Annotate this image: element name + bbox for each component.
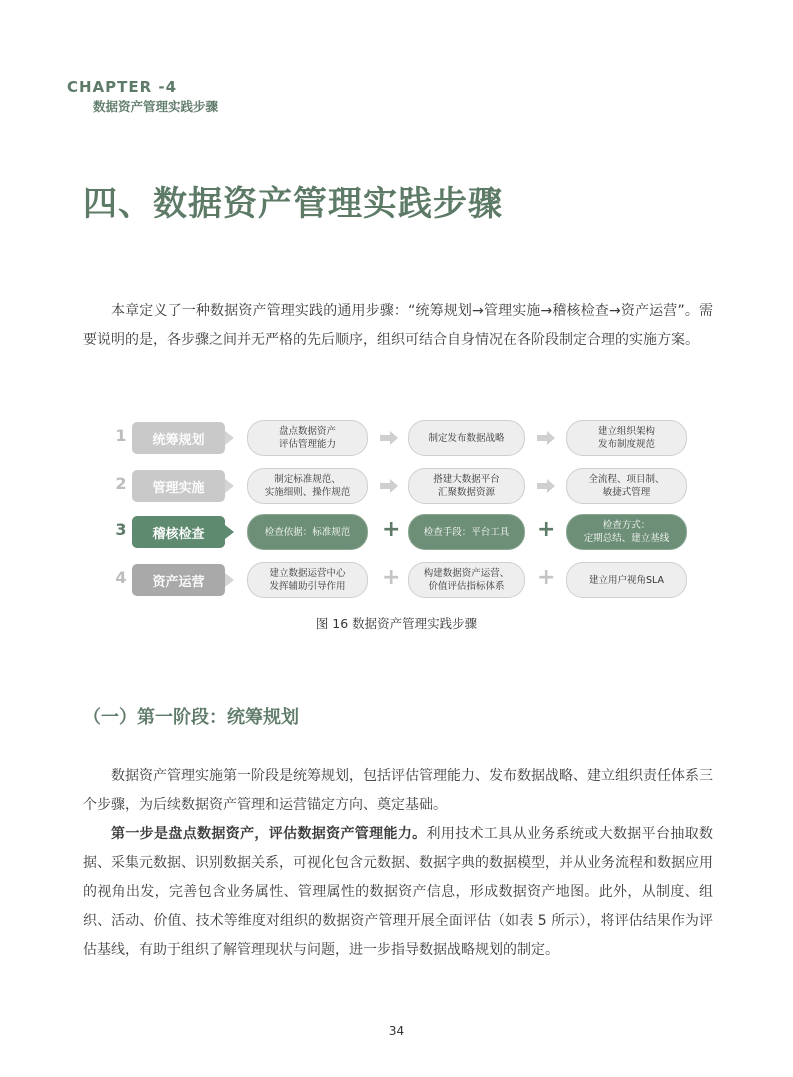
action-box <box>408 468 525 504</box>
action-box <box>566 468 687 504</box>
page-title: 四、数据资产管理实践步骤 <box>83 184 503 224</box>
action-box <box>247 514 368 550</box>
action-text: 制定发布数据战略 <box>428 432 505 444</box>
bold-lead: 第一步是盘点数据资产，评估数据资产管理能力。 <box>111 826 427 842</box>
paragraph-text: 数据资产管理实施第一阶段是统筹规划，包括评估管理能力、发布数据战略、建立组织责任体系三个步骤，为后续数据资产管理和运营锚定方向、奠定基础。 <box>83 768 713 813</box>
action-text: 汇聚数据资源 <box>437 487 495 498</box>
action-text: 全流程、项目制、 <box>588 474 665 485</box>
plus-icon: + <box>537 565 556 590</box>
action-box <box>566 420 687 456</box>
action-text: 评估管理能力 <box>278 439 336 450</box>
action-text: 构建数据资产运营、 <box>423 568 510 579</box>
step-label: 统筹规划 <box>132 422 225 454</box>
step-pointer <box>225 525 234 539</box>
action-text: 价值评估指标体系 <box>428 581 505 592</box>
section-heading: （一）第一阶段：统筹规划 <box>83 707 299 728</box>
step-label: 资产运营 <box>132 564 225 596</box>
action-box <box>408 514 525 550</box>
step-label: 管理实施 <box>132 470 225 502</box>
step-label: 稽核检查 <box>132 516 225 548</box>
chapter-subtitle: 数据资产管理实践步骤 <box>93 99 219 114</box>
action-text: 发挥辅助引导作用 <box>269 581 346 592</box>
action-text: 建立组织架构 <box>597 426 655 437</box>
section-paragraph-2 <box>83 820 713 965</box>
section-paragraph-1 <box>83 762 713 820</box>
action-text: 敏捷式管理 <box>602 487 651 498</box>
chapter-label: CHAPTER -4 <box>67 78 178 96</box>
diagram-row-3 <box>110 514 690 550</box>
diagram-row-1 <box>110 420 690 456</box>
action-box <box>566 514 687 550</box>
figure-caption: 图 16 数据资产管理实践步骤 <box>315 616 478 631</box>
action-text: 发布制度规范 <box>597 439 655 450</box>
action-box <box>247 562 368 598</box>
action-text: 实施细则、操作规范 <box>264 487 351 498</box>
action-text: 制定标准规范、 <box>274 474 341 485</box>
row-number: 3 <box>115 520 127 539</box>
intro-text: 本章定义了一种数据资产管理实践的通用步骤：“统筹规划→管理实施→稽核检查→资产运营”。需要说明的是，各步骤之间并无严格的先后顺序，组织可结合自身情况在各阶段制定合理的实施方案。 <box>83 303 713 348</box>
action-box <box>408 562 525 598</box>
practice-steps-diagram <box>110 418 690 608</box>
action-text: 盘点数据资产 <box>278 426 336 437</box>
plus-icon: + <box>382 517 401 542</box>
step-pointer <box>225 573 234 587</box>
action-box <box>566 562 687 598</box>
action-text: 搭建大数据平台 <box>433 474 500 485</box>
page-number: 34 <box>388 1024 405 1038</box>
row-number: 4 <box>115 568 127 587</box>
row-number: 1 <box>115 426 127 445</box>
action-box <box>247 468 368 504</box>
intro-paragraph <box>83 297 713 355</box>
paragraph-text <box>83 820 713 965</box>
action-text: 建立数据运营中心 <box>269 568 346 579</box>
diagram-row-2 <box>110 468 690 504</box>
paragraph-rest: 利用技术工具从业务系统或大数据平台抽取数据、采集元数据、识别数据关系，可视化包含元数据、数据字典的数据模型，并从业务流程和数据应用的视角出发，完善包含业务属性、管理属性的数据资产信息，形成数据资产地图。此外，从制度、组织、活动、价值、技术等维度对组织的数据资产管理开展全面评估（如表 5 所示），将评估结果作为评估基线，有助于组织了解管理现状与问题，进一步指导数据战略规划的制定。 <box>83 826 714 958</box>
action-text: 检查依据：标准规范 <box>264 526 351 538</box>
action-text: 检查手段：平台工具 <box>423 526 510 538</box>
action-text: 建立用户视角SLA <box>588 574 665 586</box>
plus-icon: + <box>537 517 556 542</box>
row-number: 2 <box>115 474 127 493</box>
action-text: 检查方式： <box>602 520 651 531</box>
diagram-row-4 <box>110 562 690 598</box>
action-text: 定期总结、建立基线 <box>583 533 670 544</box>
plus-icon: + <box>382 565 401 590</box>
action-box <box>247 420 368 456</box>
step-pointer <box>225 431 234 445</box>
action-box <box>408 420 525 456</box>
step-pointer <box>225 479 234 493</box>
